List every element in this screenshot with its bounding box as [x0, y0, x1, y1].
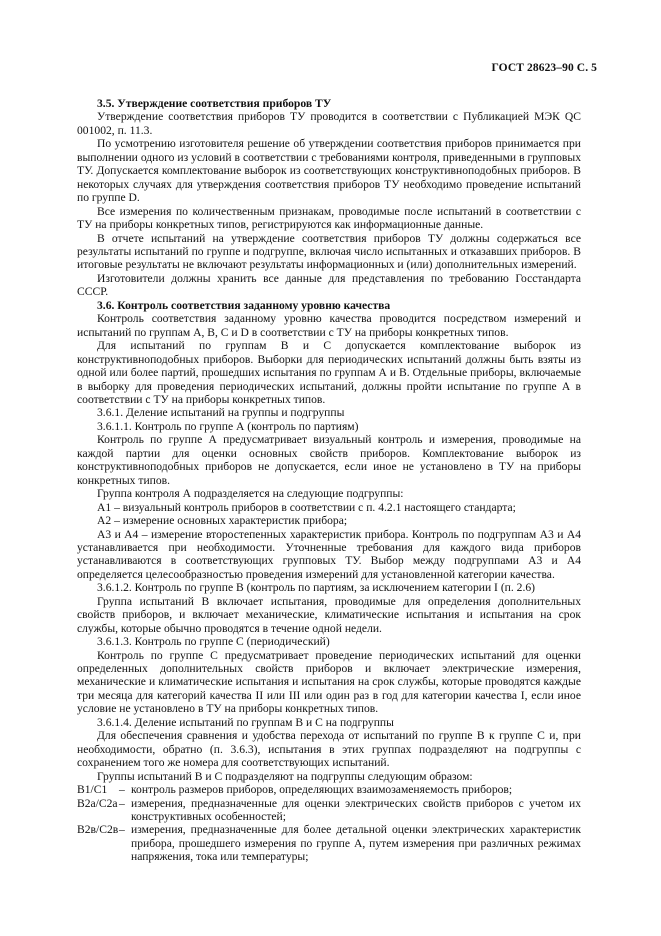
section-3-6-title: 3.6. Контроль соответствия заданному уровню качества	[97, 298, 391, 312]
subsection-heading: 3.6.1.3. Контроль по группе С (периодический)	[97, 635, 330, 649]
subsection-heading: 3.6.1.1. Контроль по группе А (контроль по партиям)	[97, 419, 359, 433]
paragraph: По усмотрению изготовителя решение об утверждении соответствия приборов принимается при выполнении одного из условий в соответствии с требованиями контроля, приведенными в групповых ТУ. Допускается комплектование выборок из соответствующих конструктивноподобных приборов. В некоторых случаях для утверждения соответствия приборов ТУ необходимо проведение испытаний по группе D.	[77, 137, 581, 205]
definition-row	[77, 783, 581, 796]
subsection-heading: 3.6.1.2. Контроль по группе В (контроль по партиям, за исключением категории I (п. 2.6)	[97, 581, 536, 595]
list-item: А2 – измерение основных характеристик прибора;	[97, 514, 348, 528]
section-3-5-title: 3.5. Утверждение соответствия приборов ТУ	[97, 97, 332, 110]
paragraph: Утверждение соответствия приборов ТУ проводится в соответствии с Публикацией МЭК QC 001002, п. 11.3.	[77, 110, 581, 137]
definition-row	[77, 797, 581, 824]
definition-term: В2в/С2в	[77, 823, 119, 837]
document-body	[77, 97, 581, 864]
definition-dash: –	[119, 796, 125, 810]
paragraph: Контроль по группе С предусматривает проведение периодических испытаний для оценки определенных дополнительных свойств приборов и включает электрические измерения, механические и климатические испытания и испытания на срок службы, которые проводятся каждые три месяца для категорий качества II или III или один раз в год для категории качества I, если иное условие не установлено в ТУ на приборы конкретных типов.	[77, 648, 581, 716]
paragraph: Группа испытаний В включает испытания, проводимые для определения дополнительных свойств приборов, и включает механические, климатические испытания и испытания на срок службы, которые обычно проводятся в течение одной недели.	[77, 594, 581, 635]
paragraph: В отчете испытаний на утверждение соответствия приборов ТУ должны содержаться все результаты испытаний по группе и подгруппе, включая число испытанных и отказавших приборов. В итоговые результаты не включают результаты информационных и (или) дополнительных измерений.	[77, 231, 581, 272]
definition-term: В2а/С2а	[77, 796, 118, 810]
page-header: ГОСТ 28623–90 С. 5	[491, 62, 597, 74]
definition-text: измерения, предназначенные для оценки электрических свойств приборов с учетом их конструктивных особенностей;	[131, 796, 581, 824]
paragraph: Все измерения по количественным признакам, проводимые после испытаний в соответствии с ТУ на приборы конкретных типов, регистрируются как информационные данные.	[77, 204, 581, 232]
definition-term: В1/С1	[77, 783, 108, 797]
paragraph: Изготовители должны хранить все данные для представления по требованию Госстандарта СССР.	[77, 271, 581, 299]
paragraph: Для обеспечения сравнения и удобства перехода от испытаний по группе В к группе С и, при необходимости, обратно (п. 3.6.3), испытания в этих группах подразделяют на подгруппы с сохранением того же номера для соответствующих испытаний.	[77, 729, 581, 770]
paragraph: Группы испытаний В и С подразделяют на подгруппы следующим образом:	[97, 769, 473, 783]
definition-text: контроль размеров приборов, определяющих взаимозаменяемость приборов;	[131, 783, 513, 797]
definition-dash: –	[119, 783, 125, 797]
definition-text: измерения, предназначенные для более детальной оценки электрических характеристик прибора, прошедшего измерения по группе А, путем измерения при различных режимах напряжения, тока или температуры;	[131, 823, 581, 864]
list-item: А3 и А4 – измерение второстепенных характеристик прибора. Контроль по подгруппам А3 и А4 устанавливается при необходимости. Уточненные требования для каждого вида приборов устанавливаются в соответствующих групповых ТУ. Выбор между подгруппами А3 и А4 определяется целесообразностью проведения измерений для установленной категории качества.	[77, 527, 581, 581]
definition-row	[77, 823, 581, 863]
paragraph: Контроль соответствия заданному уровню качества проводится посредством измерений и испытаний по группам А, В, С и D в соответствии с ТУ на приборы конкретных типов.	[77, 312, 581, 339]
subsection-heading: 3.6.1. Деление испытаний на группы и подгруппы	[97, 406, 345, 420]
list-item: А1 – визуальный контроль приборов в соответствии с п. 4.2.1 настоящего стандарта;	[97, 500, 516, 514]
paragraph: Контроль по группе А предусматривает визуальный контроль и измерения, проводимые на каждой партии для оценки основных свойств приборов. Комплектование выборок из конструктивноподобных приборов не допускается, если иное не установлено в ТУ на приборы конкретных типов.	[77, 433, 581, 487]
paragraph: Для испытаний по группам В и С допускается комплектование выборок из конструктивноподобных приборов. Выборки для периодических испытаний должны быть взяты из одной или более партий, прошедших испытания по группам А и В. Отдельные приборы, включаемые в выборку для проведения периодических испытаний, должны пройти испытание по группе А в соответствии с ТУ на приборы конкретных типов.	[77, 339, 581, 406]
definition-dash: –	[119, 823, 125, 837]
paragraph: Группа контроля А подразделяется на следующие подгруппы:	[97, 487, 404, 501]
subsection-heading: 3.6.1.4. Деление испытаний по группам В и С на подгруппы	[97, 715, 394, 729]
